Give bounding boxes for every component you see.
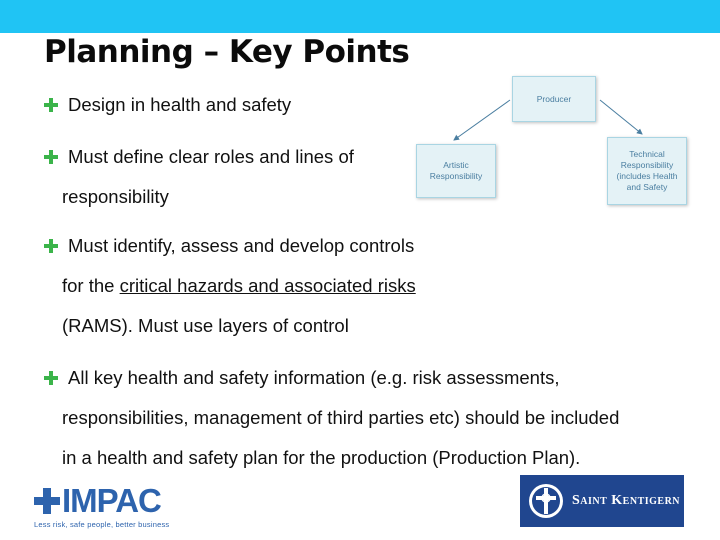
crest-icon bbox=[528, 479, 564, 523]
plus-bullet-icon bbox=[44, 150, 58, 164]
plus-bullet-icon bbox=[44, 371, 58, 385]
arrow-to-artistic bbox=[454, 100, 510, 140]
technical-responsibility-box: Technical Responsibility (includes Health and Safety bbox=[607, 137, 687, 205]
bullet-text: in a health and safety plan for the production (Production Plan). bbox=[62, 447, 581, 468]
hazards-risks-underlined-text: critical hazards and associated risks bbox=[119, 275, 416, 296]
impac-name: IMPAC bbox=[62, 482, 161, 519]
impac-logo bbox=[34, 482, 170, 529]
impac-plus-icon bbox=[34, 488, 60, 514]
bullet-item bbox=[44, 358, 619, 478]
bullet-item bbox=[44, 85, 291, 125]
plus-bullet-icon bbox=[44, 239, 58, 253]
bullet-text: (RAMS). Must use layers of control bbox=[62, 315, 349, 336]
bullet-text: for the bbox=[62, 275, 120, 296]
bullet-text: Must identify, assess and develop controls bbox=[68, 235, 415, 256]
impac-tagline: Less risk, safe people, better business bbox=[34, 520, 170, 529]
top-accent-bar bbox=[0, 0, 720, 33]
saint-kentigern-name: Saint Kentigern bbox=[572, 493, 681, 508]
bullet-text: All key health and safety information (e.g. risk assessments, bbox=[68, 367, 560, 388]
bullet-text: Must define clear roles and lines of bbox=[68, 146, 354, 167]
bullet-item bbox=[44, 226, 416, 346]
bullet-item bbox=[44, 137, 354, 217]
arrow-to-technical bbox=[600, 100, 642, 134]
bullet-text: Design in health and safety bbox=[68, 94, 292, 115]
responsibility-diagram bbox=[410, 70, 695, 210]
slide-title: Planning – Key Points bbox=[44, 34, 410, 70]
saint-kentigern-logo bbox=[520, 475, 684, 527]
plus-bullet-icon bbox=[44, 98, 58, 112]
producer-box: Producer bbox=[512, 76, 596, 122]
artistic-responsibility-box: Artistic Responsibility bbox=[416, 144, 496, 198]
bullet-text: responsibilities, management of third parties etc) should be included bbox=[62, 407, 620, 428]
bullet-text: responsibility bbox=[62, 186, 169, 207]
